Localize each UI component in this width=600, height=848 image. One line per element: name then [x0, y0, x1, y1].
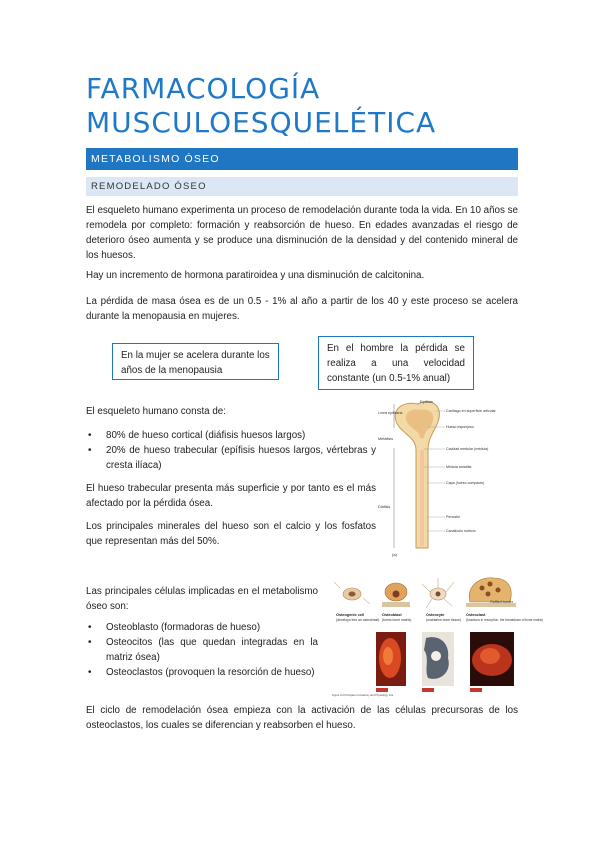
bone-label: Cartílago en superficie articular [446, 409, 496, 413]
ruffled-border-label: Ruffled border [490, 600, 513, 604]
paragraph-bone-loss: La pérdida de masa ósea es de un 0.5 - 1% al año a partir de los 40 y este proceso se acelera durante la menopausia en mujeres. [86, 296, 518, 322]
callout-men-text: En el hombre la pérdida se realiza a una velocidad constante (un 0.5-1% anual) [327, 343, 465, 384]
title-line-1: FARMACOLOGÍA [86, 72, 321, 105]
page-title [86, 72, 526, 140]
cell-label-desc: (maintains bone tissue) [426, 618, 462, 622]
paragraph-minerals: Los principales minerales del hueso son el calcio y los fosfatos que representan más del 50%. [86, 521, 376, 547]
paragraph-trabecular: El hueso trabecular presenta más superficie y por tanto es el más afectado por la pérdida ósea. [86, 483, 376, 509]
bone-label: Hueso esponjoso [446, 425, 474, 429]
list-item: • 80% de hueso cortical (diáfisis huesos largos) [86, 428, 376, 443]
list-item: • Osteoclastos (provoquen la resorción de hueso) [86, 665, 318, 680]
cells-list [86, 620, 318, 680]
osteoblast-cell [382, 583, 410, 607]
cell-label: Osteoclast [466, 613, 486, 617]
list-item: • 20% de hueso trabecular (epífisis huesos largos, vértebras y cresta ilíaca) [86, 443, 376, 473]
osteocyte-cell [422, 578, 454, 608]
bone-label: Línea epifisaria [378, 411, 403, 415]
bone-label: Epífisis [420, 399, 433, 404]
bone-label: Diáfisis [378, 505, 391, 509]
cell-label: Osteoblast [382, 613, 402, 617]
callout-women-text: En la mujer se acelera durante los años de la menopausia [121, 350, 270, 376]
list-item: • Osteoblasto (formadoras de hueso) [86, 620, 318, 635]
bone-label: Periostio [446, 515, 460, 519]
cells-intro: Las principales células implicadas en el metabolismo óseo son: [86, 586, 318, 612]
osteoclast-micrograph [470, 632, 514, 692]
cell-label: Osteogenic cell [336, 613, 365, 617]
callout-men [318, 336, 474, 390]
skeleton-intro: El esqueleto humano consta de: [86, 406, 226, 417]
paragraph-remodeling-cycle: El ciclo de remodelación ósea empieza con la activación de las células precursoras de los osteoclastos, los cuales se diferencian y reabsorben el hueso. [86, 705, 518, 731]
medullary-cavity [420, 450, 424, 546]
bone-label: Metáfisis [378, 437, 393, 441]
panel-letter: (a) [392, 552, 397, 557]
long-bone-diagram [378, 398, 498, 558]
cell-label-desc: (forms bone matrix) [382, 618, 412, 622]
bone-cells-diagram [330, 574, 544, 698]
osteogenic-cell [334, 582, 370, 604]
subsection-heading: REMODELADO ÓSEO [86, 177, 518, 196]
cell-label-desc: (functions in resorption, the breakdown of bone matrix) [466, 618, 544, 622]
osteocyte-micrograph [422, 632, 454, 692]
callout-women [112, 343, 279, 380]
bone-label: Médula amarilla [446, 465, 472, 469]
bone-label: Canalículo nutricio [446, 529, 476, 533]
section-heading: METABOLISMO ÓSEO [86, 148, 518, 170]
list-item: • Osteocitos (las que quedan integradas en la matriz ósea) [86, 635, 318, 665]
cell-label-desc: (develops into an osteoblast) [336, 618, 380, 622]
osteoblast-micrograph [376, 632, 406, 692]
bone-label: Capa (hueso compacto) [446, 481, 485, 485]
cell-label: Osteocyte [426, 613, 445, 617]
title-line-2: MUSCULOESQUELÉTICA [86, 106, 437, 139]
skeleton-list [86, 428, 376, 473]
figure-caption: Figure 6-2 Principles of Anatomy and Physiology, 11e [332, 694, 394, 697]
bone-label: Cavidad medular (médula) [446, 447, 489, 451]
paragraph-remodeling: El esqueleto humano experimenta un proceso de remodelación durante toda la vida. En 10 años se remodela por completo: formación y reabsorción de hueso. En edades avanzadas el riesgo de deterioro óseo aumenta y se produce una disminución de la densidad y del contenido mineral de los huesos. [86, 205, 518, 261]
paragraph-hormone: Hay un incremento de hormona paratiroidea y una disminución de calcitonina. [86, 270, 425, 281]
